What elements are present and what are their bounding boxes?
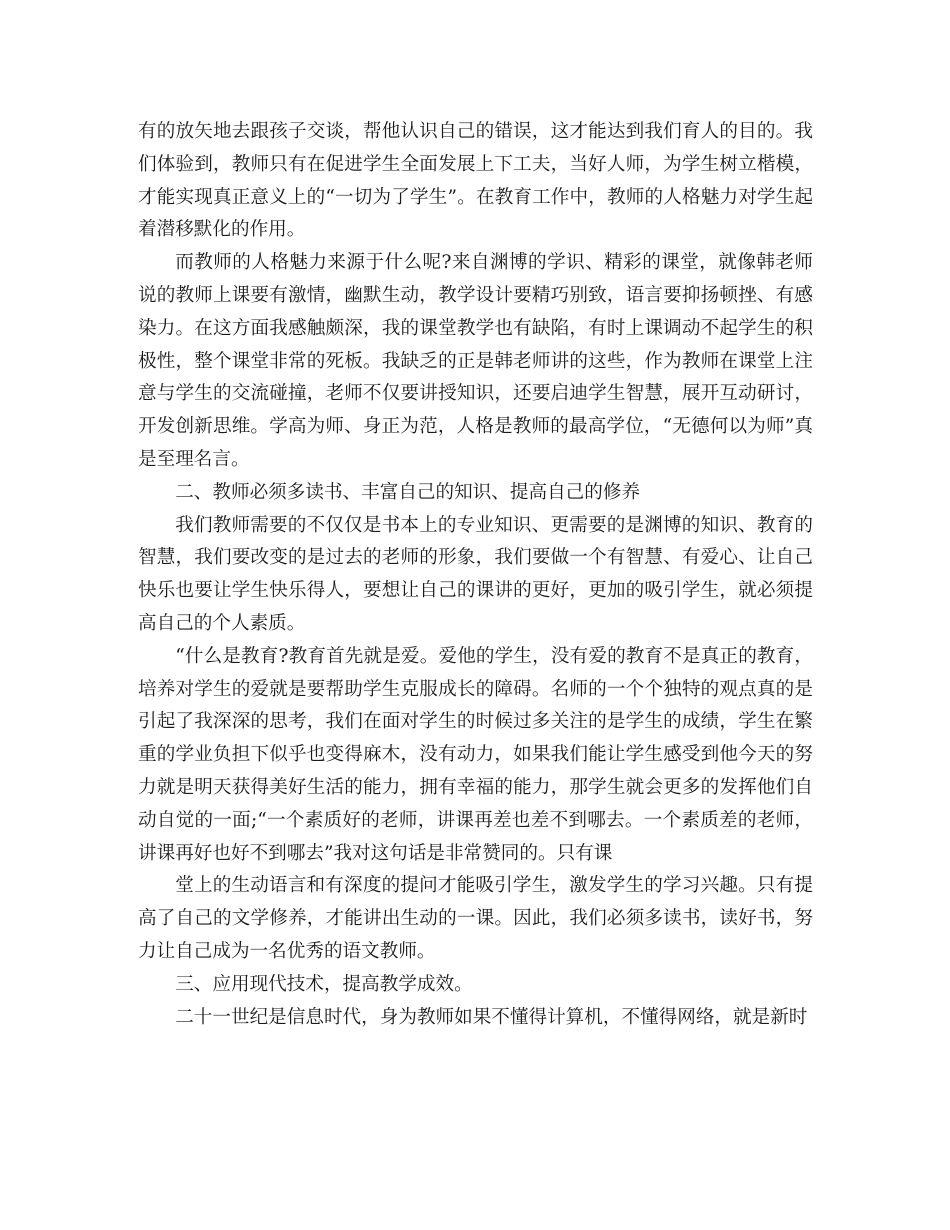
body-paragraph: 二十一世纪是信息时代，身为教师如果不懂得计算机，不懂得网络，就是新时 <box>175 1006 808 1028</box>
body-paragraph: 而教师的人格魅力来源于什么呢?来自渊博的学识、精彩的课堂，就像韩老师说的教师上课要有激情，幽默生动，教学设计要精巧别致，语言要抑扬顿挫、有感染力。在这方面我感触颇深，我的课堂教学也有缺陷，有时上课调动不起学生的积极性，整个课堂非常的死板。我缺乏的正是韩老师讲的这些，作为教师在课堂上注意与学生的交流碰撞，老师不仅要讲授知识，还要启迪学生智慧，展开互动研讨，开发创新思维。学高为师、身正为范，人格是教师的最高学位，“无德何以为师”真是至理名言。 <box>138 252 813 470</box>
section-heading: 三、应用现代技术，提高教学成效。 <box>175 973 473 995</box>
section-heading: 二、教师必须多读书、丰富自己的知识、提高自己的修养 <box>175 481 641 503</box>
body-paragraph: 我们教师需要的不仅仅是书本上的专业知识、更需要的是渊博的知识、教育的智慧，我们要改变的是过去的老师的形象，我们要做一个有智慧、有爱心、让自己快乐也要让学生快乐得人，要想让自己的课讲的更好，更加的吸引学生，就必须提高自己的个人素质。 <box>138 514 813 634</box>
body-paragraph: “什么是教育?教育首先就是爱。爱他的学生，没有爱的教育不是真正的教育，培养对学生的爱就是要帮助学生克服成长的障碍。名师的一个个独特的观点真的是引起了我深深的思考，我们在面对学生的时候过多关注的是学生的成绩，学生在繁重的学业负担下似乎也变得麻木，没有动力，如果我们能让学生感受到他今天的努力就是明天获得美好生活的能力，拥有幸福的能力，那学生就会更多的发挥他们自动自觉的一面;“一个素质好的老师，讲课再差也差不到哪去。一个素质差的老师，讲课再好也好不到哪去”我对这句话是非常赞同的。只有课 <box>138 645 813 864</box>
body-paragraph: 有的放矢地去跟孩子交谈，帮他认识自己的错误，这才能达到我们育人的目的。我们体验到，教师只有在促进学生全面发展上下工夫，当好人师，为学生树立楷模，才能实现真正意义上的“一切为了学生”。在教育工作中，教师的人格魅力对学生起着潜移默化的作用。 <box>138 121 813 241</box>
body-paragraph: 堂上的生动语言和有深度的提问才能吸引学生，激发学生的学习兴趣。只有提高了自己的文学修养，才能讲出生动的一课。因此，我们必须多读书，读好书，努力让自己成为一名优秀的语文教师。 <box>138 875 813 962</box>
document-page <box>138 116 813 1034</box>
